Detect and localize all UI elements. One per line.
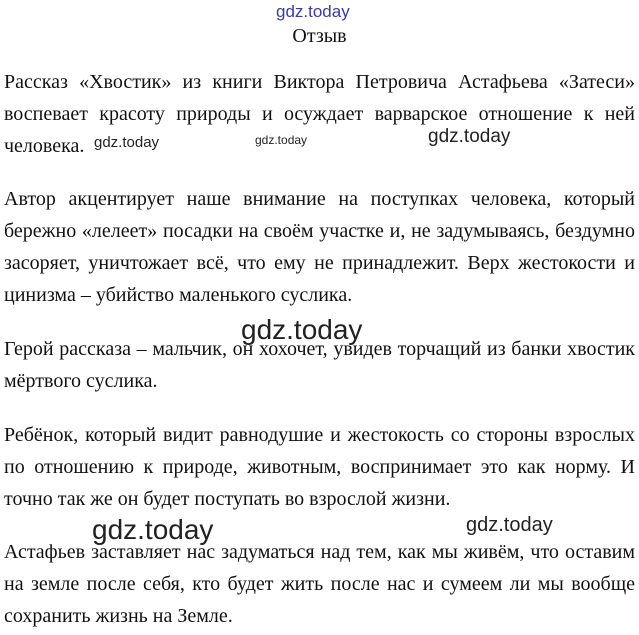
paragraph-4: Ребёнок, который видит равнодушие и жестокость со стороны взрослых по отношению к природе, животным, воспринимает это как норму. И точно так же он будет поступать во взрослой жизни. [4, 424, 635, 510]
document-title: Отзыв [292, 25, 347, 47]
watermark: gdz.today [466, 514, 553, 536]
watermark: gdz.today [94, 134, 160, 151]
watermark: gdz.today [241, 314, 363, 345]
paragraph-3: Герой рассказа – мальчик, он хохочет, увидев торчащий из банки хвостик мёртвого суслика. [4, 338, 635, 392]
watermark: gdz.today [255, 133, 308, 147]
watermark-top: gdz.today [276, 2, 350, 21]
watermark: gdz.today [428, 126, 511, 147]
paragraph-1: Рассказ «Хвостик» из книги Виктора Петровича Астафьева «Затеси» воспевает красоту природы и осуждает варварское отношение к ней человека. [4, 71, 635, 157]
watermark: gdz.today [92, 514, 214, 545]
paragraph-5: Астафьев заставляет нас задуматься над тем, как мы живём, что оставим на земле после себя, кто будет жить после нас и сумеем ли мы вообще сохранить жизнь на Земле. [4, 541, 635, 627]
paragraph-2: Автор акцентирует наше внимание на поступках человека, который бережно «лелеет» посадки на своём участке и, не задумываясь, бездумно засоряет, уничтожает всё, что ему не принадлежит. Верх жестокости и цинизма – убийство маленького суслика. [4, 188, 635, 306]
